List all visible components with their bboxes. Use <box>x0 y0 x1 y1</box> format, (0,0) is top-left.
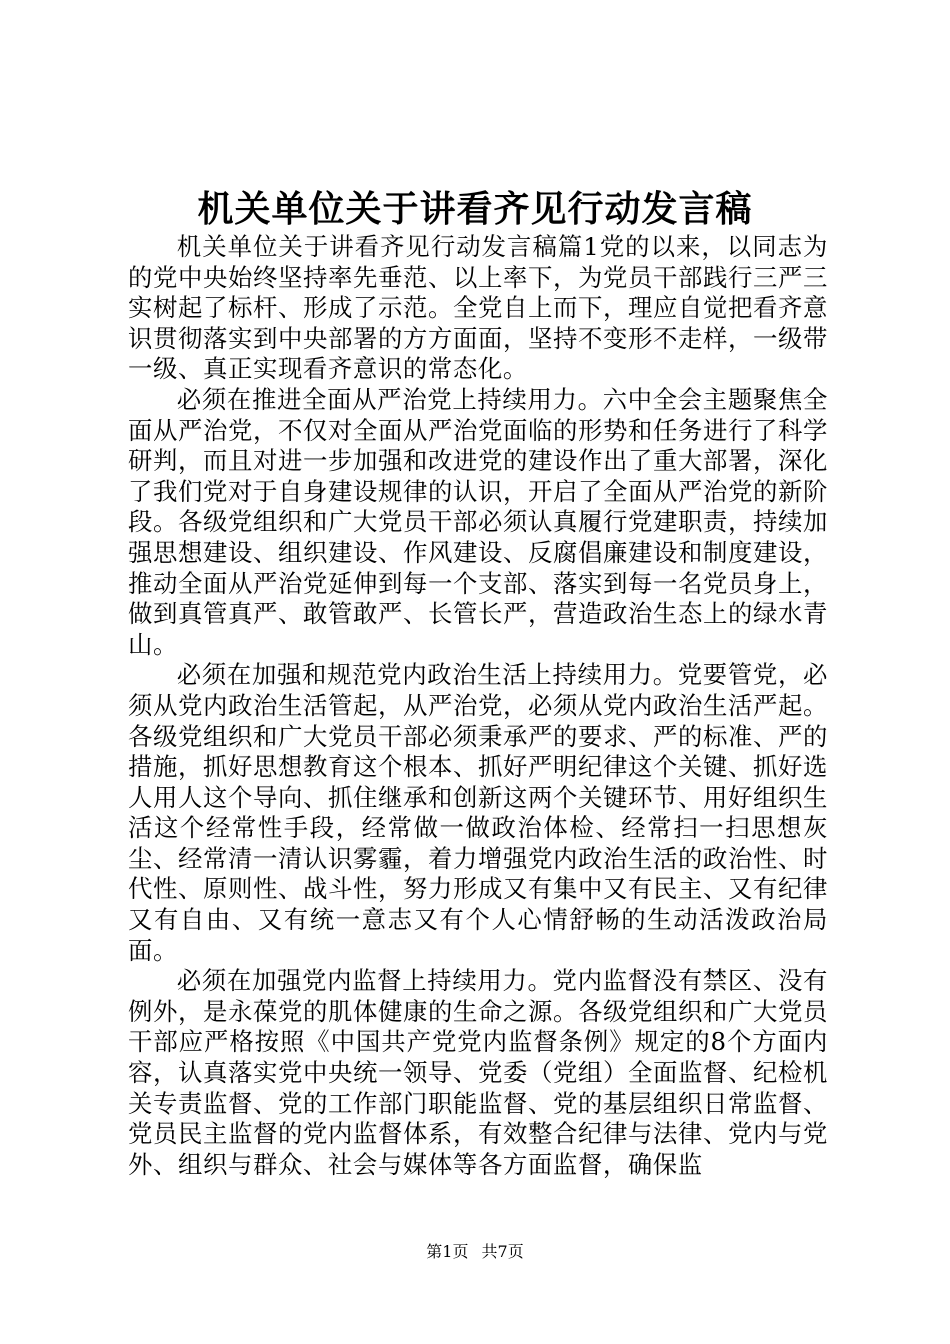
paragraph-4: 必须在加强党内监督上持续用力。党内监督没有禁区、没有例外，是永葆党的肌体健康的生命之源。各级党组织和广大党员干部应严格按照《中国共产党党内监督条例》规定的8个方面内容，认真落实党中央统一领导、党委（党组）全面监督、纪检机关专责监督、党的工作部门职能监督、党的基层组织日常监督、党员民主监督的党内监督体系，有效整合纪律与法律、党内与党外、组织与群众、社会与媒体等各方面监督，确保监 <box>128 966 828 1179</box>
page-number-total: 共7页 <box>481 1242 524 1261</box>
paragraph-3: 必须在加强和规范党内政治生活上持续用力。党要管党，必须从党内政治生活管起，从严治党，必须从党内政治生活严起。各级党组织和广大党员干部必须秉承严的要求、严的标准、严的措施，抓好思想教育这个根本、抓好严明纪律这个关键、抓好选人用人这个导向、抓住继承和创新这两个关键环节、用好组织生活这个经常性手段，经常做一做政治体检、经常扫一扫思想灰尘、经常清一清认识雾霾，着力增强党内政治生活的政治性、时代性、原则性、战斗性，努力形成又有集中又有民主、又有纪律又有自由、又有统一意志又有个人心情舒畅的生动活泼政治局面。 <box>128 660 828 965</box>
document-body <box>128 232 828 1180</box>
paragraph-2: 必须在推进全面从严治党上持续用力。六中全会主题聚焦全面从严治党，不仅对全面从严治党面临的形势和任务进行了科学研判，而且对进一步加强和改进党的建设作出了重大部署，深化了我们党对于自身建设规律的认识，开启了全面从严治党的新阶段。各级党组织和广大党员干部必须认真履行党建职责，持续加强思想建设、组织建设、作风建设、反腐倡廉建设和制度建设，推动全面从严治党延伸到每一个支部、落实到每一名党员身上，做到真管真严、敢管敢严、长管长严，营造政治生态上的绿水青山。 <box>128 384 828 659</box>
page-number-current: 第1页 <box>426 1242 469 1261</box>
page-footer <box>0 1242 950 1262</box>
paragraph-1: 机关单位关于讲看齐见行动发言稿篇1党的以来，以同志为的党中央始终坚持率先垂范、以上率下，为党员干部践行三严三实树起了标杆、形成了示范。全党自上而下，理应自觉把看齐意识贯彻落实到中央部署的方方面面，坚持不变形不走样，一级带一级、真正实现看齐意识的常态化。 <box>128 232 828 384</box>
document-title: 机关单位关于讲看齐见行动发言稿 <box>197 189 753 230</box>
